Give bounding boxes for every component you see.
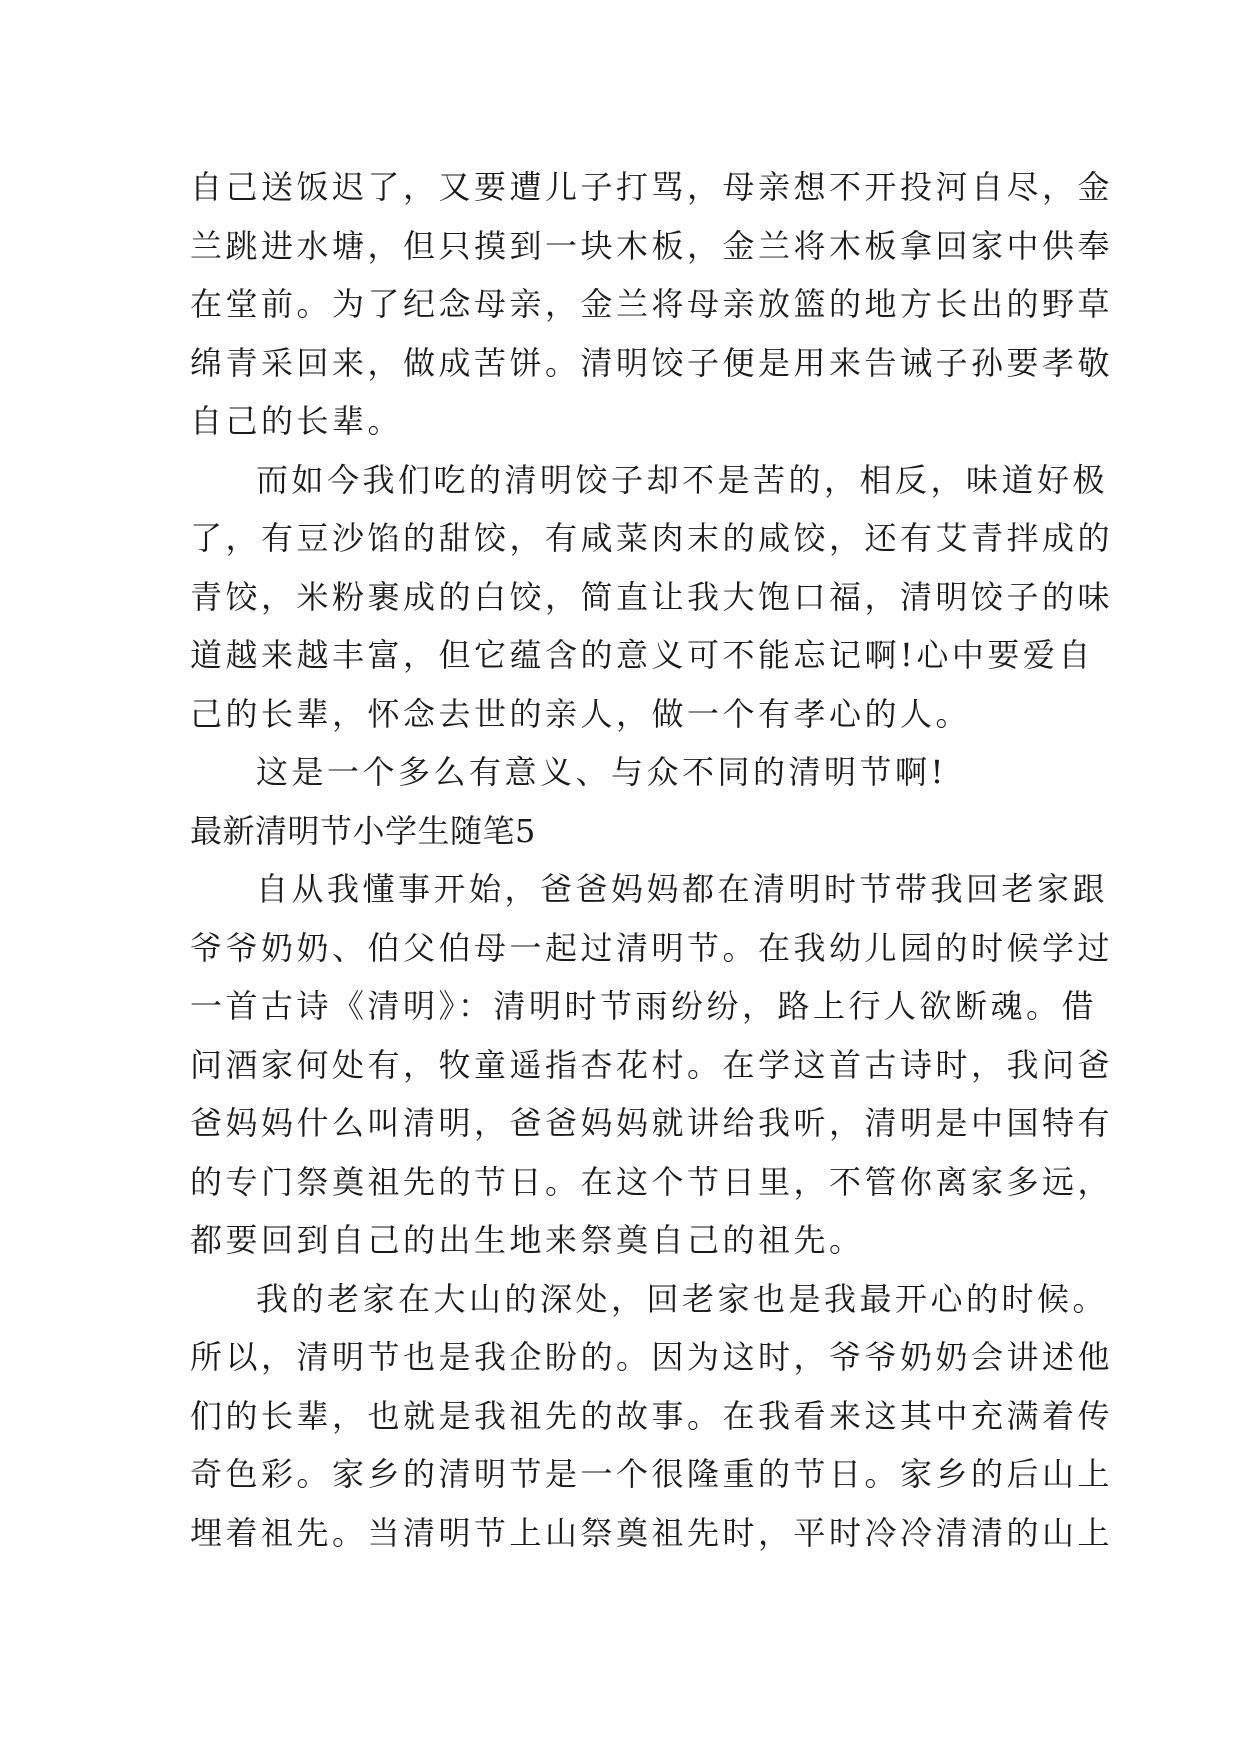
text-line: 埋着祖先。当清明节上山祭奠祖先时，平时冷冷清清的山上 <box>190 1513 1114 1552</box>
text-line: 都要回到自己的出生地来祭奠自己的祖先。 <box>190 1221 865 1259</box>
text-line: 问酒家何处有，牧童遥指杏花村。在学这首古诗时，我问爸 <box>190 1045 1114 1084</box>
paragraph-start-line: 自从我懂事开始，爸爸妈妈都在清明时节带我回老家跟 <box>256 870 1109 908</box>
text-line: 的专门祭奠祖先的节日。在这个节日里，不管你离家多远， <box>190 1162 1114 1201</box>
paragraph-start-line: 我的老家在大山的深处，回老家也是我最开心的时候。 <box>256 1279 1109 1318</box>
paragraph-start-line: 这是一个多么有意义、与众不同的清明节啊! <box>256 753 947 791</box>
text-line: 道越来越丰富，但它蕴含的意义可不能忘记啊!心中要爱自 <box>190 636 1094 674</box>
text-line: 绵青采回来，做成苦饼。清明饺子便是用来告诫子孙要孝敬 <box>190 343 1114 382</box>
text-line: 己的长辈，怀念去世的亲人，做一个有孝心的人。 <box>190 694 972 733</box>
text-line: 青饺，米粉裹成的白饺，简直让我大饱口福，清明饺子的味 <box>190 577 1114 616</box>
text-line: 爷爷奶奶、伯父伯母一起过清明节。在我幼儿园的时候学过 <box>190 928 1114 967</box>
text-line: 奇色彩。家乡的清明节是一个很隆重的节日。家乡的后山上 <box>190 1455 1114 1493</box>
text-line: 自己送饭迟了，又要遭儿子打骂，母亲想不开投河自尽，金 <box>190 168 1114 206</box>
text-line: 自己的长辈。 <box>190 402 404 440</box>
document-body <box>190 158 1114 1562</box>
text-line: 爸妈妈什么叫清明，爸爸妈妈就讲给我听，清明是中国特有 <box>190 1104 1114 1142</box>
text-line: 了，有豆沙馅的甜饺，有咸菜肉末的咸饺，还有艾青拌成的 <box>190 519 1114 557</box>
text-line: 所以，清明节也是我企盼的。因为这时，爷爷奶奶会讲述他 <box>190 1338 1114 1376</box>
section-heading: 最新清明节小学生随笔5 <box>190 811 536 850</box>
text-line: 们的长辈，也就是我祖先的故事。在我看来这其中充满着传 <box>190 1396 1114 1435</box>
text-line: 兰跳进水塘，但只摸到一块木板，金兰将木板拿回家中供奉 <box>190 226 1114 265</box>
text-line: 在堂前。为了纪念母亲，金兰将母亲放篮的地方长出的野草 <box>190 285 1114 323</box>
paragraph-start-line: 而如今我们吃的清明饺子却不是苦的，相反，味道好极 <box>256 460 1109 499</box>
text-line: 一首古诗《清明》：清明时节雨纷纷，路上行人欲断魂。借 <box>190 987 1098 1025</box>
